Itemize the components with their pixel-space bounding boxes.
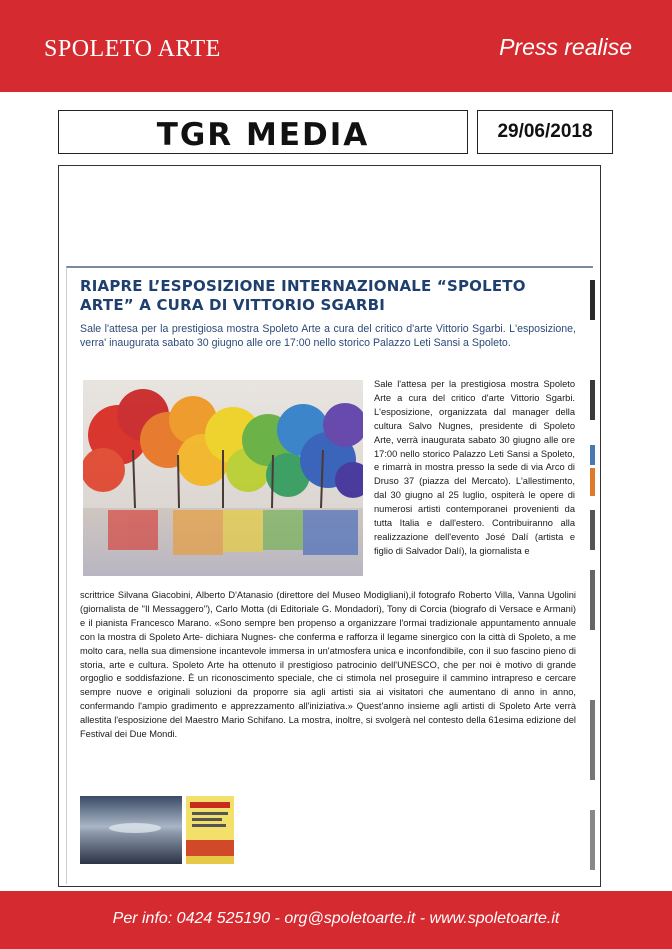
seascape-thumbnail	[80, 796, 182, 864]
article-body-column: Sale l'attesa per la prestigiosa mostra Spoleto Arte a cura del critico d'arte Vittorio Sgarbi. L'esposizione, organizzata dal manager della cultura Salvo Nugnes, presidente di Spoleto Arte, verrà inaugurata sabato 30 giugno alle ore 17:00 nello storico Palazzo Leti Sansi a Spoleto, e rimarrà in mostra presso la sede di via Arco di Druso 37 (piazza del Mercato). L'allestimento, dal 30 giugno al 25 luglio, ospiterà le opere di numerosi artisti contemporanei provenienti da tutta Italia e dall'estero. Contribuiranno alla realizzazione dell'evento José Dalí (artista e figlio di Salvador Dalí), la giornalista e	[374, 379, 575, 556]
painting-image	[83, 380, 363, 576]
exhibition-poster-thumbnail	[186, 796, 234, 864]
brand-name: SPOLETO ARTE	[44, 36, 221, 62]
contact-info: Per info: 0424 525190 - org@spoletoarte.it - www.spoletoarte.it	[112, 910, 560, 927]
footer-bar	[0, 891, 672, 949]
source-name: TGR MEDIA	[156, 117, 370, 153]
header-bar	[0, 0, 672, 92]
article-subtitle: Sale l'attesa per la prestigiosa mostra Spoleto Arte a cura del critico d'arte Vittorio Sgarbi. L'esposizione, verra' inaugurata sabato 30 giugno alle ore 17:00 nello storico Palazzo Leti Sansi a Spoleto.	[80, 323, 576, 349]
publication-date: 29/06/2018	[497, 121, 593, 142]
article-headline: RIAPRE L’ESPOSIZIONE INTERNAZIONALE “SPOLETO ARTE” A CURA DI VITTORIO SGARBI	[80, 277, 526, 314]
article-body: scrittrice Silvana Giacobini, Alberto D'Atanasio (direttore del Museo Modigliani),il fotografo Roberto Villa, Vanna Ugolini (giornalista de "Il Messaggero"), Carlo Motta (di Editoriale G. Mondadori), Tony di Corcia (biografo di Versace e Armani) e il pianista Francesco Marano. «Sono sempre ben propenso a organizzare l'ormai tradizionale appuntamento annuale con la mostra di Spoleto Arte- dichiara Nugnes- che conferma e rafforza il legame sinergico con la città di Spoleto, a me molto cara, nella sua dimensione incantevole immersa in un'atmosfera unica e inconfondibile, con il suo fascino pieno di storia, arte e cultura. Spoleto Arte ha ottenuto il prestigioso patrocinio dell'UNESCO, che per noi è motivo di grande orgoglio e soddisfazione. È un riconoscimento speciale, che ci stimola nel proseguire il cammino intrapreso e cercare sempre nuove e originali soluzioni da proporre sia agli artisti sia ai visitatori che aumentano di anno in anno, confermando l'ampio gradimento e apprezzamento all'iniziativa.» Quest'anno insieme agli artisti di Spoleto Arte verrà allestita l'esposizione del Maestro Mario Schifano. La mostra, inoltre, si svolgerà nel contesto della 61esima edizione del Festival dei Due Mondi.	[80, 590, 576, 740]
page-edge-strip	[590, 270, 597, 880]
date-box	[477, 110, 613, 154]
source-box	[58, 110, 468, 154]
document-type: Press realise	[499, 34, 632, 60]
